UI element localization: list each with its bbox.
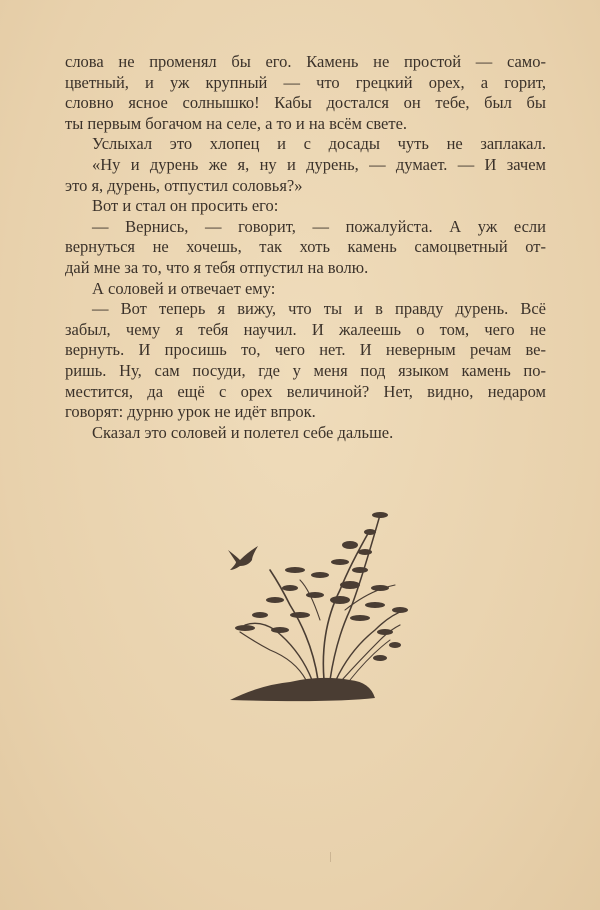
text-line: вернуть. И просишь то, чего нет. И неверным речам ве- [65, 340, 546, 360]
text-line: Вот и стал он просить его: [92, 196, 279, 216]
text-line: Сказал это соловей и полетел себе дальше. [92, 422, 394, 442]
text-line: А соловей и отвечает ему: [92, 278, 276, 298]
text-line: забыл, чему я тебя научил. И жалеешь о том, чего не [65, 319, 546, 339]
text-line: словно ясное солнышко! Кабы достался он тебе, был бы [65, 93, 546, 113]
bush-foliage [230, 512, 408, 701]
text-line: ты первым богачом на селе, а то и на всём свете. [65, 113, 408, 133]
text-line: «Ну и дурень же я, ну и дурень, — думает. — И зачем [92, 154, 546, 174]
text-line: цветный, и уж крупный — что грецкий орех, а горит, [65, 72, 546, 92]
bird-icon [228, 546, 258, 570]
text-line: вернуться не хочешь, так хоть камень самоцветный от- [65, 237, 546, 257]
text-line: Услыхал это хлопец и с досады чуть не заплакал. [92, 134, 546, 154]
text-line: говорят: дурню урок не идёт впрок. [65, 402, 316, 422]
text-line: местится, да ещё с орех величиной? Нет, видно, недаром [65, 381, 546, 401]
text-line: это я, дурень, отпустил соловья?» [65, 175, 303, 195]
text-line: слова не променял бы его. Камень не простой — само- [65, 52, 546, 71]
text-line: ришь. Ну, сам посуди, где у меня под языком камень по- [65, 360, 546, 380]
text-line: — Вернись, — говорит, — пожалуйста. А уж если [92, 216, 546, 236]
page-scan-mark [330, 852, 331, 862]
text-line: — Вот теперь я вижу, что ты и в правду дурень. Всё [92, 299, 546, 319]
bush-and-bird-illustration [200, 490, 430, 720]
story-text [65, 52, 546, 443]
text-line: дай мне за то, что я тебя отпустил на волю. [65, 257, 369, 277]
